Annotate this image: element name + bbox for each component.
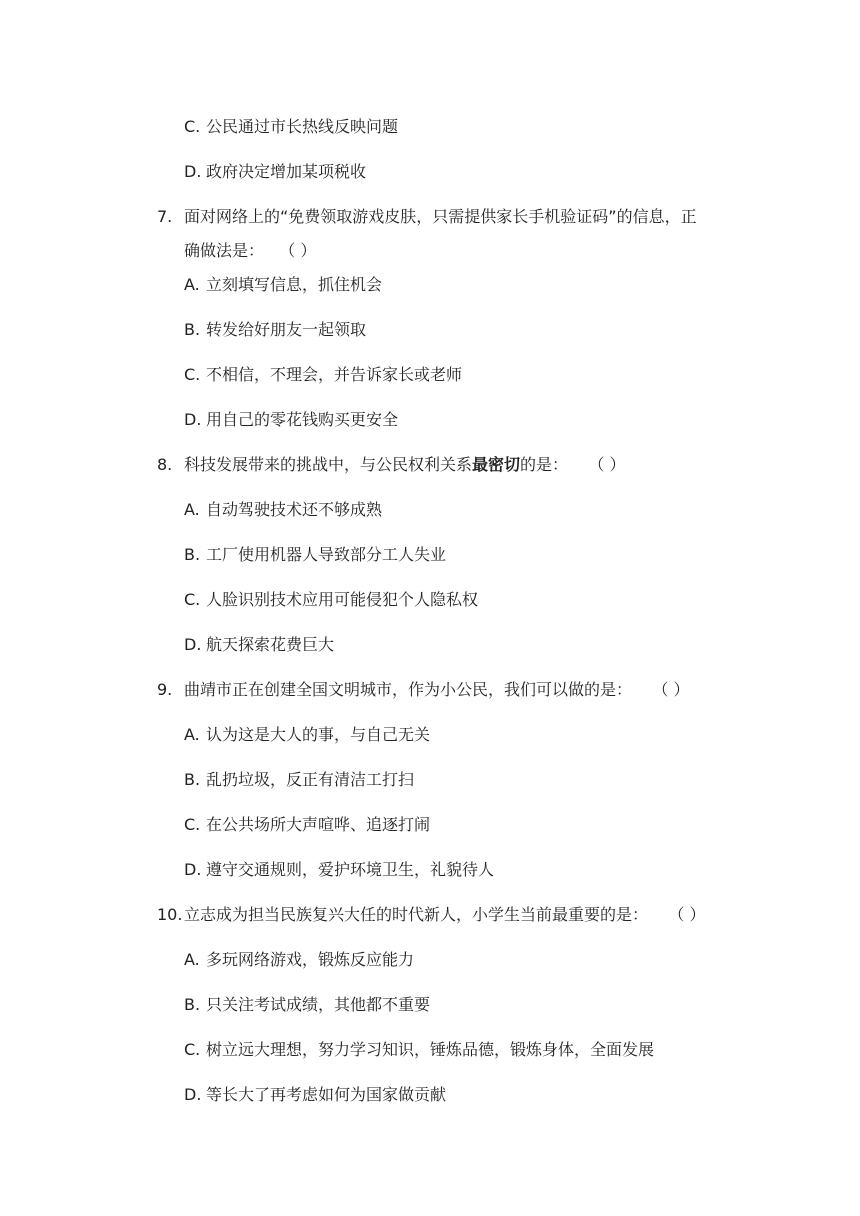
q10-option-c	[184, 1039, 654, 1061]
q9-question-text: 曲靖市正在创建全国文明城市，作为小公民，我们可以做的是：	[184, 680, 633, 699]
option-letter: C.	[184, 117, 201, 136]
q9-option-d	[184, 859, 494, 881]
option-letter: C.	[184, 1040, 201, 1059]
q6-option-d	[184, 161, 366, 183]
option-text: 只关注考试成绩，其他都不重要	[206, 995, 431, 1014]
q7-option-c	[184, 364, 462, 386]
option-letter: A.	[184, 275, 200, 294]
q7-text-line2	[184, 240, 316, 262]
option-text: 遵守交通规则，爱护环境卫生，礼貌待人	[206, 860, 495, 879]
q9-text	[184, 679, 689, 701]
q10-option-d	[184, 1084, 446, 1106]
q8-option-d	[184, 634, 334, 656]
answer-blank: （ ）	[588, 455, 626, 474]
q7-text-line1: 面对网络上的“免费领取游戏皮肤，只需提供家长手机验证码”的信息，正	[184, 207, 697, 226]
option-letter: A.	[184, 725, 200, 744]
q6-option-c	[184, 116, 398, 138]
q7-number: 7.	[157, 207, 173, 226]
option-letter: D.	[184, 860, 202, 879]
option-text: 乱扔垃圾，反正有清洁工打扫	[206, 770, 415, 789]
option-letter: D.	[184, 635, 202, 654]
q8-text-bold: 最密切	[472, 455, 521, 474]
q7-option-a	[184, 274, 382, 296]
option-text: 不相信，不理会，并告诉家长或老师	[206, 365, 463, 384]
q10-option-b	[184, 994, 430, 1016]
option-letter: A.	[184, 500, 200, 519]
option-letter: D.	[184, 1085, 202, 1104]
option-text: 航天探索花费巨大	[206, 635, 335, 654]
option-letter: D.	[184, 162, 202, 181]
q8-text-before: 科技发展带来的挑战中，与公民权利关系	[184, 455, 473, 474]
q7-option-b	[184, 319, 366, 341]
q8-number: 8.	[157, 455, 173, 474]
option-text: 工厂使用机器人导致部分工人失业	[206, 545, 447, 564]
q8-text	[184, 454, 625, 476]
answer-blank: （ ）	[652, 680, 690, 699]
option-text: 认为这是大人的事，与自己无关	[206, 725, 431, 744]
q8-option-c	[184, 589, 478, 611]
option-letter: B.	[184, 995, 201, 1014]
option-text: 立刻填写信息，抓住机会	[206, 275, 383, 294]
option-letter: D.	[184, 410, 202, 429]
option-letter: B.	[184, 320, 201, 339]
q10-number: 10.	[157, 905, 183, 924]
option-text: 树立远大理想，努力学习知识，锤炼品德，锻炼身体，全面发展	[206, 1040, 655, 1059]
option-letter: B.	[184, 545, 201, 564]
option-text: 自动驾驶技术还不够成熟	[206, 500, 383, 519]
option-text: 多玩网络游戏，锻炼反应能力	[206, 950, 415, 969]
option-letter: C.	[184, 365, 201, 384]
q9-option-b	[184, 769, 414, 791]
q7-option-d	[184, 409, 398, 431]
option-letter: C.	[184, 815, 201, 834]
option-text: 用自己的零花钱购买更安全	[206, 410, 399, 429]
q10-question-text: 立志成为担当民族复兴大任的时代新人，小学生当前最重要的是：	[184, 905, 649, 924]
q8-option-a	[184, 499, 382, 521]
option-text: 在公共场所大声喧哗、追逐打闹	[206, 815, 431, 834]
answer-blank: （ ）	[668, 905, 706, 924]
q9-number: 9.	[157, 680, 173, 699]
q9-option-c	[184, 814, 430, 836]
option-text: 转发给好朋友一起领取	[206, 320, 367, 339]
option-letter: B.	[184, 770, 201, 789]
q10-text	[184, 904, 705, 926]
answer-blank: （ ）	[279, 241, 317, 260]
option-text: 人脸识别技术应用可能侵犯个人隐私权	[206, 590, 479, 609]
q8-text-after: 的是：	[520, 455, 569, 474]
q8-option-b	[184, 544, 446, 566]
q9-option-a	[184, 724, 430, 746]
q7-text-line2-text: 确做法是：	[184, 241, 265, 260]
option-letter: C.	[184, 590, 201, 609]
option-text: 政府决定增加某项税收	[206, 162, 367, 181]
q10-option-a	[184, 949, 414, 971]
option-text: 等长大了再考虑如何为国家做贡献	[206, 1085, 447, 1104]
option-letter: A.	[184, 950, 200, 969]
option-text: 公民通过市长热线反映问题	[206, 117, 399, 136]
